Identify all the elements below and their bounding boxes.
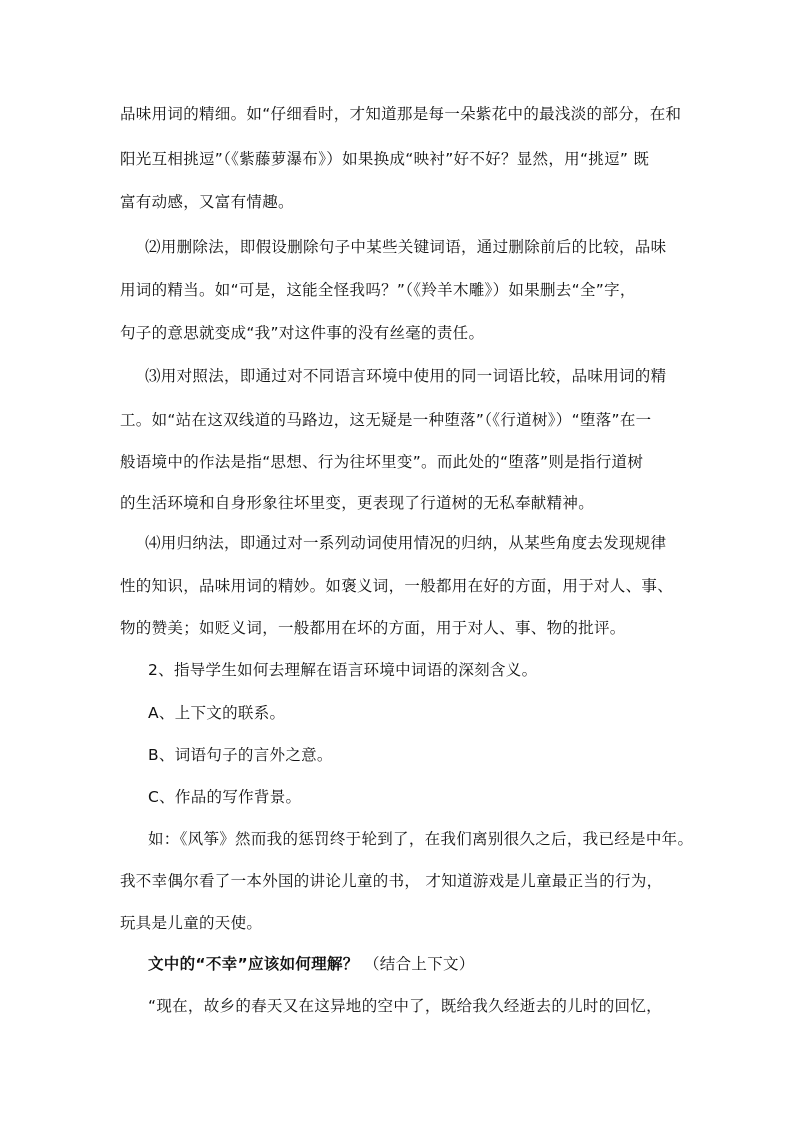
text-line-10: 的生活环境和自身形象往坏里变，更表现了行道树的无私奉献精神。 [120,494,595,512]
text-line-20: 玩具是儿童的天使。 [120,914,263,932]
text-line-2: 阳光互相挑逗”（《紫藤萝瀑布》）如果换成“映衬”好不好？显然，用“挑逗” 既 [120,150,650,168]
text-line-19: 我不幸偶尔看了一本外国的讲论儿童的书， 才知道游戏是儿童最正当的行为， [120,872,663,890]
text-line-21-note: （结合上下文） [364,955,475,973]
text-line-6: 句子的意思就变成“我”对这件事的没有丝毫的责任。 [120,324,485,342]
text-line-9: 般语境中的作法是指“思想、行为往坏里变”。而此处的“堕落”则是指行道树 [120,453,644,471]
text-line-21-bold: 文中的“不幸”应该如何理解？ [148,955,359,973]
text-line-5: 用词的精当。如“可是，这能全怪我吗？”（《羚羊木雕》）如果删去“全”字， [120,281,636,299]
text-line-22: “现在，故乡的春天又在这异地的空中了，既给我久经逝去的儿时的回忆， [148,997,662,1015]
text-line-12: 性的知识，品味用词的精妙。如褒义词，一般都用在好的方面，用于对人、事、 [120,577,674,595]
text-line-1: 品味用词的精细。如“仔细看时，才知道那是每一朵紫花中的最浅淡的部分，在和 [120,105,682,123]
text-line-7: ⑶用对照法，即通过对不同语言环境中使用的同一词语比较，品味用词的精 [145,367,667,385]
text-line-15: A、上下文的联系。 [148,704,286,722]
text-line-17: C、作品的写作背景。 [148,788,302,806]
text-line-8: 工。如“站在这双线道的马路边，这无疑是一种堕落”（《行道树》）“堕落”在一 [120,411,652,429]
text-line-14: 2、指导学生如何去理解在语言环境中词语的深刻含义。 [148,661,538,679]
text-line-18: 如：《风筝》然而我的惩罚终于轮到了，在我们离别很久之后，我已经是中年。 [148,830,694,848]
text-line-3: 富有动感，又富有情趣。 [120,193,294,211]
text-line-11: ⑷用归纳法，即通过对一系列动词使用情况的归纳，从某些角度去发现规律 [145,534,667,552]
text-line-4: ⑵用删除法，即假设删除句子中某些关键词语，通过删除前后的比较，品味 [145,238,667,256]
text-line-16: B、词语句子的言外之意。 [148,746,333,764]
text-line-13: 物的赞美；如贬义词，一般都用在坏的方面，用于对人、事、物的批评。 [120,619,626,637]
